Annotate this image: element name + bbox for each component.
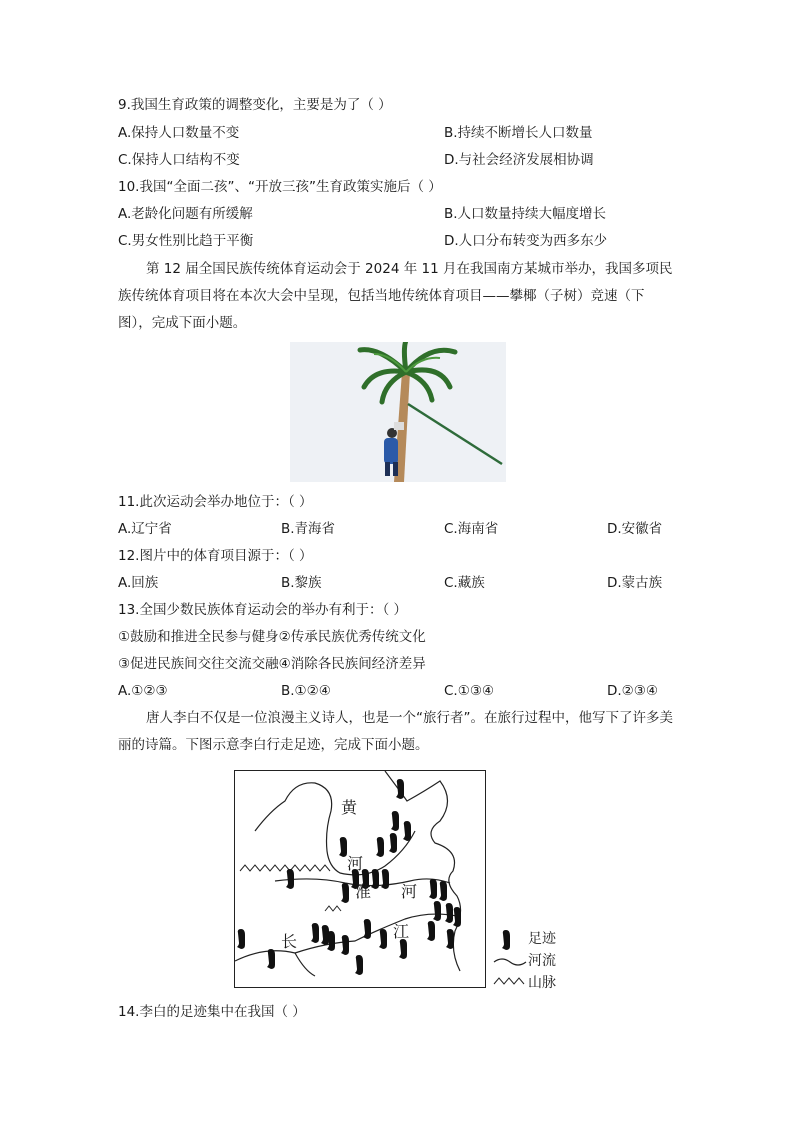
q10-option-a: A.老龄化问题有所缓解 <box>118 206 253 222</box>
legend-river-label: 河流 <box>528 953 556 969</box>
li-bai-footprint-map <box>234 770 486 988</box>
q11-option-b: B.青海省 <box>281 521 336 537</box>
q13-option-b: B.①②④ <box>281 683 331 699</box>
q9-option-a: A.保持人口数量不变 <box>118 125 240 141</box>
q10-stem: 10.我国“全面二孩”、“开放三孩”生育政策实施后（ ） <box>118 179 442 195</box>
q11-option-c: C.海南省 <box>444 521 499 537</box>
q11-option-d: D.安徽省 <box>607 521 663 537</box>
coconut-climbing-photo <box>290 342 506 482</box>
q9-stem: 9.我国生育政策的调整变化，主要是为了（ ） <box>118 97 392 113</box>
passage-li-bai: 唐人李白不仅是一位浪漫主义诗人，也是一个“旅行者”。在旅行过程中，他写下了许多美丽的诗篇。下图示意李白行走足迹，完成下面小题。 <box>118 710 673 753</box>
q12-option-b: B.黎族 <box>281 575 322 591</box>
river-legend-icon <box>494 959 526 965</box>
q13-option-a: A.①②③ <box>118 683 168 699</box>
label-jiang: 江 <box>393 922 410 941</box>
q12-option-d: D.蒙古族 <box>607 575 663 591</box>
mountain-legend-icon <box>494 978 524 984</box>
q10-option-d: D.人口分布转变为西多东少 <box>444 233 608 249</box>
q12-option-c: C.藏族 <box>444 575 485 591</box>
q10-option-b: B.人口数量持续大幅度增长 <box>444 206 607 222</box>
label-huai: 淮 <box>355 882 372 901</box>
footprint-legend-icon <box>502 930 510 950</box>
q13-statement-1-2: ①鼓励和推进全民参与健身②传承民族优秀传统文化 <box>118 629 426 645</box>
legend-footprint-label: 足迹 <box>528 931 556 947</box>
q12-stem: 12.图片中的体育项目源于：（ ） <box>118 548 313 564</box>
label-he-huai: 河 <box>401 882 418 901</box>
legend-mountain-label: 山脉 <box>528 975 556 991</box>
label-chang: 长 <box>281 932 298 951</box>
q9-option-b: B.持续不断增长人口数量 <box>444 125 593 141</box>
q13-stem: 13.全国少数民族体育运动会的举办有利于：（ ） <box>118 602 408 618</box>
q9-option-c: C.保持人口结构不变 <box>118 152 240 168</box>
q13-option-d: D.②③④ <box>607 683 658 699</box>
map-legend-symbols <box>492 928 532 992</box>
q10-option-c: C.男女性别比趋于平衡 <box>118 233 254 249</box>
q12-option-a: A.回族 <box>118 575 159 591</box>
coconut-climbing-illustration <box>290 342 506 482</box>
q13-option-c: C.①③④ <box>444 683 495 699</box>
label-he-yellow: 河 <box>347 854 364 873</box>
q13-statement-3-4: ③促进民族间交往交流交融④消除各民族间经济差异 <box>118 656 426 672</box>
label-huang: 黄 <box>341 798 358 817</box>
yellow-river <box>255 783 415 875</box>
q11-stem: 11.此次运动会举办地位于：（ ） <box>118 494 313 510</box>
passage-sports-games: 第 12 届全国民族传统体育运动会于 2024 年 11 月在我国南方某城市举办，我国多项民族传统体育项目将在本次大会中呈现，包括当地传统体育项目——攀椰（子树）竞速（下图），完成下面小题。 <box>118 261 673 331</box>
q11-option-a: A.辽宁省 <box>118 521 172 537</box>
q14-stem: 14.李白的足迹集中在我国（ ） <box>118 1004 306 1020</box>
q9-option-d: D.与社会经济发展相协调 <box>444 152 594 168</box>
